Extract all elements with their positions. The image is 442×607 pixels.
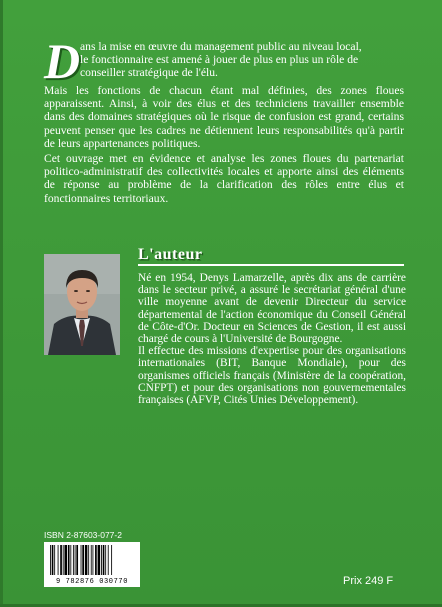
barcode-bar [50,545,51,575]
barcode-bar [52,545,54,575]
barcode-bar [68,545,70,575]
intro-line-2: le fonctionnaire est amené à jouer de plus en plus un rôle de [80,53,359,67]
paragraph-ouvrage: Cet ouvrage met en évidence et analyse les zones floues du partenariat politico-administratif des collectivités locales et apporte ainsi des éléments de réponse au problème de la clarification des rôles entre élus et fonctionnaires territoriaux. [44,152,404,205]
barcode-bar [98,545,101,575]
barcode-bar [103,545,105,575]
barcode-bar [111,545,112,575]
barcode-bar [101,545,102,575]
intro-line-1: ans la mise en œuvre du management public au niveau local, [80,40,362,53]
barcode-bar [60,545,62,575]
barcode [44,542,140,587]
barcode-bar [91,545,92,575]
barcode-bar [54,545,55,575]
author-photo [44,254,120,355]
barcode-bar [58,545,59,575]
author-heading: L'auteur [138,246,203,263]
author-bio [138,272,406,406]
barcode-bar [70,545,71,575]
barcode-bar [76,545,78,575]
barcode-bar [108,545,109,575]
price: Prix 249 F [343,575,394,587]
barcode-bar [64,545,67,575]
barcode-bars [44,542,140,578]
barcode-bar [81,545,82,575]
intro-line-3: conseiller stratégique de l'élu. [80,66,218,80]
barcode-bar [105,545,106,575]
barcode-bar [63,545,64,575]
barcode-bar [95,545,97,575]
barcode-digits: 9 782876 030770 [55,578,128,586]
isbn: ISBN 2-87603-077-2 [44,530,122,540]
barcode-bar [82,545,84,575]
author-bio-paragraph-2: Il effectue des missions d'expertise pour des organisations internationales (BIT, Banque Mondiale), pour des organismes officiels français (Ministère de la coopération, CNFPT) et pour des organisations non gouvernementales françaises (AFVP, Cités Unies Développement). [138,345,406,407]
author-bio-paragraph-1: Né en 1954, Denys Lamarzelle, après dix ans de carrière dans le secteur privé, a assuré le secrétariat général d'une ville moyenne avant de devenir Directeur du service départemental de l'action économique du Conseil Général de Côte-d'Or. Docteur en Sciences de Gestion, il est aussi chargé de cours à l'Université de Bourgogne. [138,272,406,346]
intro-paragraph [44,33,404,89]
barcode-bar [93,545,94,575]
barcode-bar [73,545,74,575]
paragraph-zones-floues: Mais les fonctions de chacun étant mal définies, des zones floues apparaissent. Ainsi, à voir des élus et des techniciens travailler ensemble dans des domaines stratégiques où le risque de confusion est grand, certains peuvent penser que les cadres ne détiennent leurs responsabilités qu'à partir de leurs appartenances politiques. [44,84,404,150]
author-heading-rule [138,264,404,266]
cover-edge-left [0,0,3,607]
barcode-bar [88,545,89,575]
barcode-bar [75,545,76,575]
barcode-bar [85,545,88,575]
drop-cap: D [44,33,81,89]
